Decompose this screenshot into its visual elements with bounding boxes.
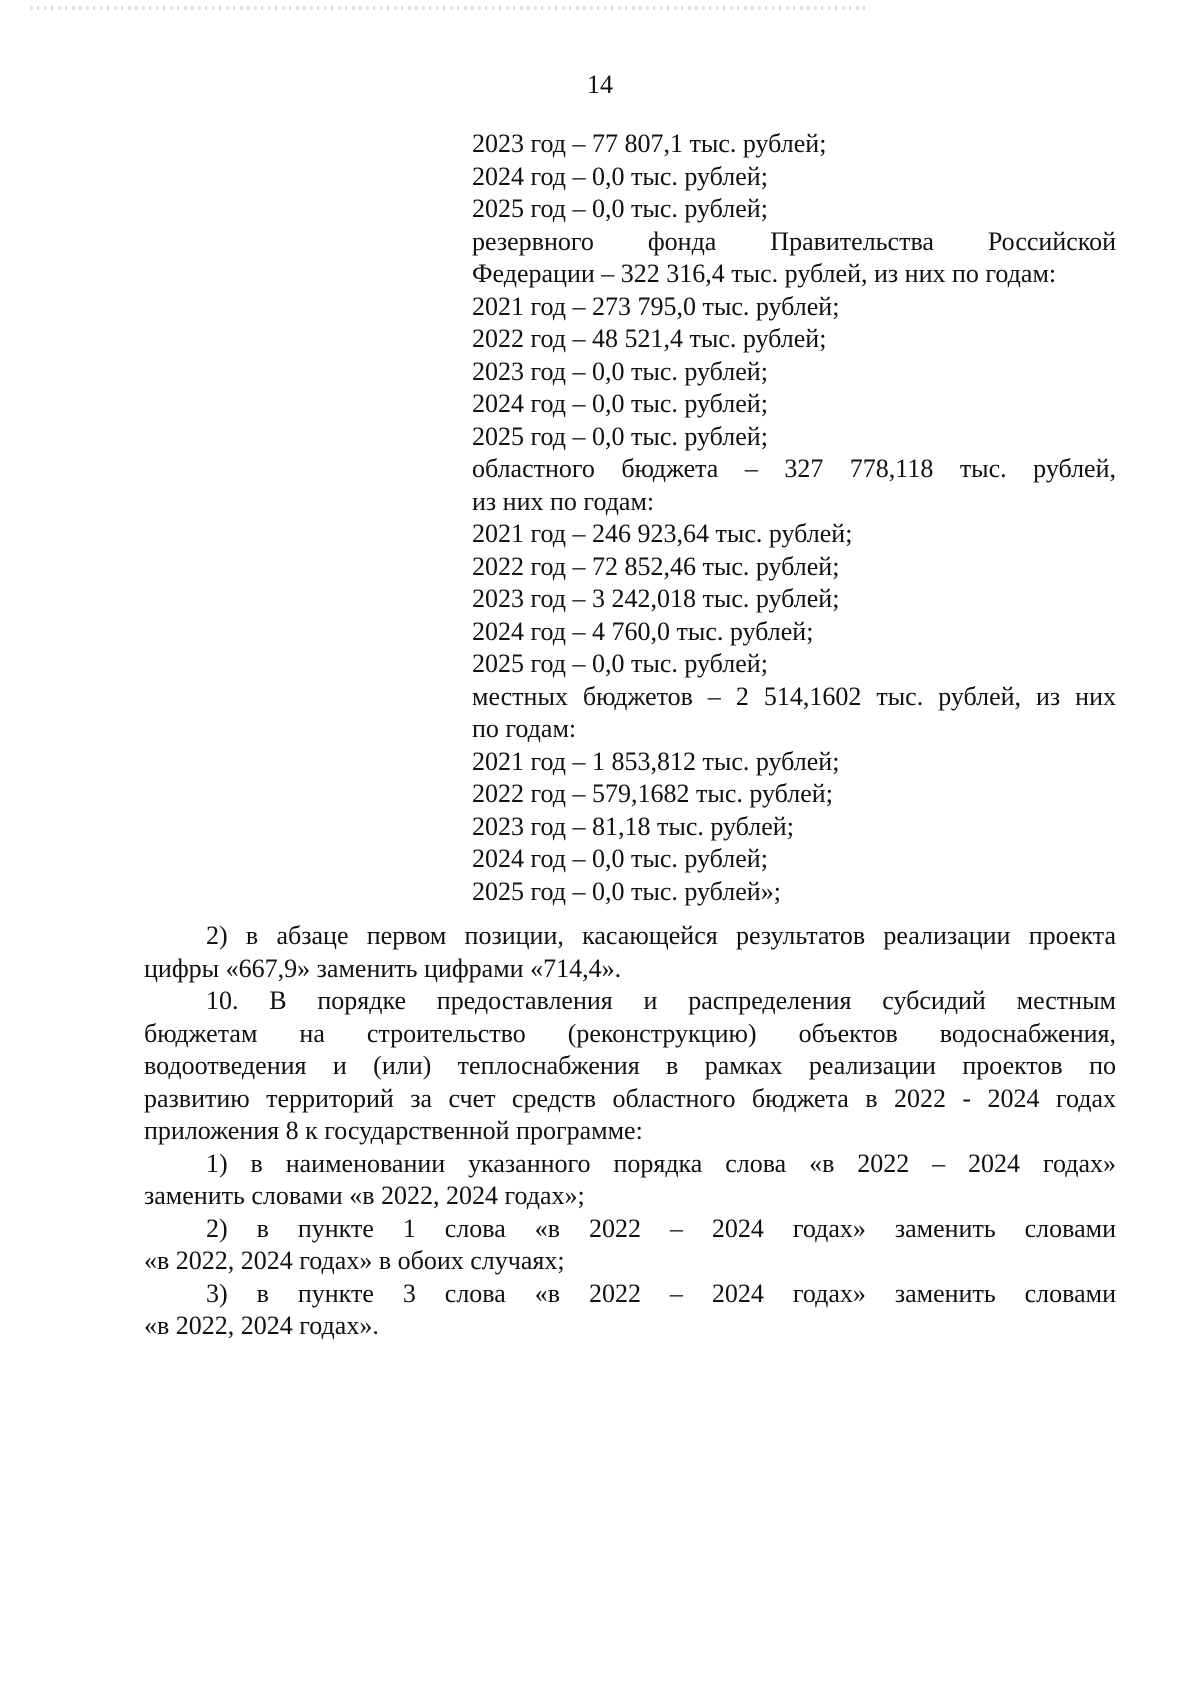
regional-budget-by-years: из них по годам: [472, 486, 655, 516]
budget-line-2024: 2024 год – 0,0 тыс. рублей; [472, 161, 768, 191]
regional-budget-2023: 2023 год – 3 242,018 тыс. рублей; [472, 584, 840, 613]
regional-budget-2024: 2024 год – 4 760,0 тыс. рублей; [472, 616, 814, 646]
subitem-1-line-2: заменить словами «в 2022, 2024 годах»; [144, 1181, 585, 1210]
reserve-fund-total: Федерации – 322 316,4 тыс. рублей, из них по годам: [472, 259, 1057, 288]
regional-budget-2025: 2025 год – 0,0 тыс. рублей; [472, 649, 768, 678]
reserve-fund-2025: 2025 год – 0,0 тыс. рублей; [472, 421, 768, 451]
local-budgets-2025: 2025 год – 0,0 тыс. рублей»; [472, 876, 781, 906]
regional-budget-heading: областного бюджета – 327 778,118 тыс. рублей, [472, 454, 1116, 483]
reserve-fund-2022: 2022 год – 48 521,4 тыс. рублей; [472, 324, 827, 353]
subitem-3-line-2: «в 2022, 2024 годах». [144, 1311, 379, 1340]
page-number: 14 [587, 70, 613, 99]
budget-line-2023: 2023 год – 77 807,1 тыс. рублей; [472, 129, 827, 158]
subitem-1-line-1: 1) в наименовании указанного порядка слова «в 2022 – 2024 годах» [206, 1148, 1116, 1178]
reserve-fund-2024: 2024 год – 0,0 тыс. рублей; [472, 389, 768, 418]
local-budgets-by-years: по годам: [472, 714, 577, 743]
item-2-line-2: цифры «667,9» заменить цифрами «714,4». [144, 953, 622, 983]
local-budgets-2024: 2024 год – 0,0 тыс. рублей; [472, 844, 768, 873]
item-10-line-3: водоотведения и (или) теплоснабжения в рамках реализации проектов по [144, 1051, 1116, 1080]
local-budgets-2022: 2022 год – 579,1682 тыс. рублей; [472, 779, 833, 808]
item-10-line-5: приложения 8 к государственной программе: [144, 1116, 643, 1145]
item-10-line-4: развитию территорий за счет средств областного бюджета в 2022 - 2024 годах [144, 1083, 1116, 1113]
subitem-2-line-1: 2) в пункте 1 слова «в 2022 – 2024 годах» заменить словами [206, 1213, 1116, 1243]
local-budgets-2023: 2023 год – 81,18 тыс. рублей; [472, 811, 794, 841]
item-10-line-2: бюджетам на строительство (реконструкцию) объектов водоснабжения, [144, 1018, 1116, 1048]
regional-budget-2021: 2021 год – 246 923,64 тыс. рублей; [472, 519, 853, 548]
budget-line-2025: 2025 год – 0,0 тыс. рублей; [472, 194, 768, 223]
reserve-fund-heading: резервного фонда Правительства Российской [472, 226, 1116, 256]
subitem-2-line-2: «в 2022, 2024 годах» в обоих случаях; [144, 1246, 565, 1275]
item-10-line-1: 10. В порядке предоставления и распределения субсидий местным [206, 986, 1116, 1015]
regional-budget-2022: 2022 год – 72 852,46 тыс. рублей; [472, 551, 840, 581]
local-budgets-2021: 2021 год – 1 853,812 тыс. рублей; [472, 746, 840, 776]
local-budgets-heading: местных бюджетов – 2 514,1602 тыс. рублей, из них [472, 681, 1116, 711]
reserve-fund-2021: 2021 год – 273 795,0 тыс. рублей; [472, 291, 840, 321]
item-2-line-1: 2) в абзаце первом позиции, касающейся результатов реализации проекта [206, 921, 1116, 950]
scan-artifact-edge [30, 6, 870, 10]
reserve-fund-2023: 2023 год – 0,0 тыс. рублей; [472, 356, 768, 386]
subitem-3-line-1: 3) в пункте 3 слова «в 2022 – 2024 годах» заменить словами [206, 1278, 1116, 1308]
